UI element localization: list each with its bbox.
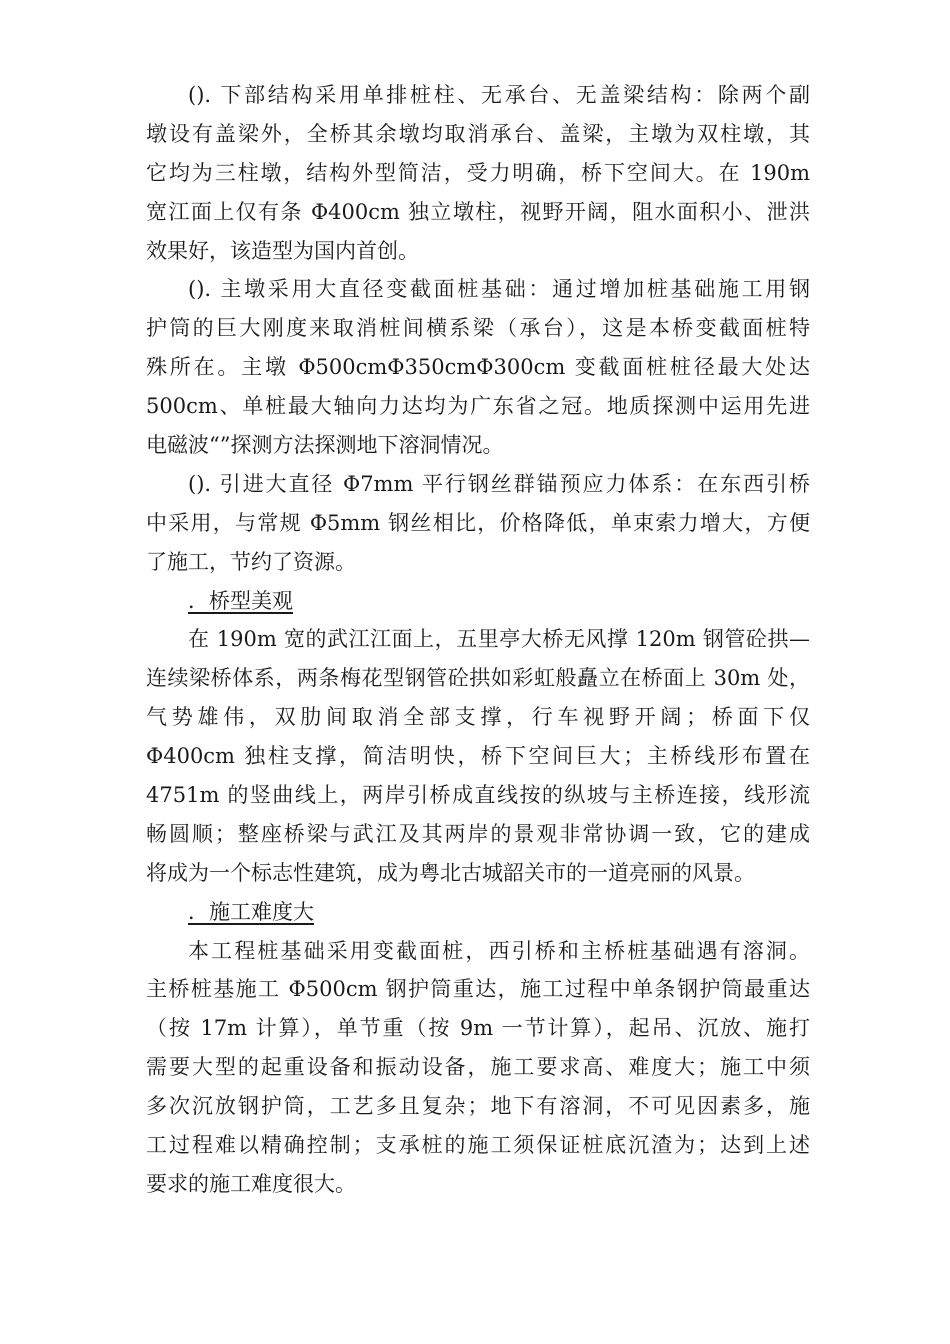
- paragraph-line: 主桥桩基施工 Φ500cm 钢护筒重达，施工过程中单条钢护筒最重达: [146, 977, 810, 1002]
- paragraph-line: 工过程难以精确控制；支承桩的施工须保证桩底沉渣为；达到上述: [146, 1133, 810, 1158]
- paragraph-line: 在 190m 宽的武江江面上，五里亭大桥无风撑 120m 钢管砼拱—: [188, 627, 810, 652]
- paragraph-line: 本工程桩基础采用变截面桩，西引桥和主桥桩基础遇有溶洞。: [188, 938, 810, 963]
- paragraph-line: 电磁波“”探测方法探测地下溶洞情况。: [146, 433, 504, 458]
- paragraph-line: 要求的施工难度很大。: [146, 1171, 356, 1196]
- paragraph-construction-difficulty: [146, 932, 810, 1204]
- paragraph-line: Φ400cm 独柱支撑，简洁明快，桥下空间巨大；主桥线形布置在: [146, 744, 810, 769]
- paragraph-line: 殊所在。主墩 Φ500cmΦ350cmΦ300cm 变截面桩桩径最大处达: [146, 355, 810, 380]
- paragraph-line: （按 17m 计算），单节重（按 9m 一节计算），起吊、沉放、施打: [146, 1016, 810, 1041]
- paragraph-line: 墩设有盖梁外，全桥其余墩均取消承台、盖梁，主墩为双柱墩，其: [146, 121, 810, 146]
- paragraph-line: (). 主墩采用大直径变截面桩基础：通过增加桩基础施工用钢: [188, 277, 810, 302]
- paragraph-line: 4751m 的竖曲线上，两岸引桥成直线按的纵坡与主桥连接，线形流: [146, 783, 810, 808]
- paragraph-line: 需要大型的起重设备和振动设备，施工要求高、难度大；施工中须: [146, 1055, 810, 1080]
- paragraph-line: (). 引进大直径 Φ7mm 平行钢丝群锚预应力体系：在东西引桥: [188, 471, 810, 496]
- section-heading-text: ．桥型美观: [188, 588, 293, 613]
- paragraph-pile-foundation: [146, 270, 810, 464]
- paragraph-line: 了施工，节约了资源。: [146, 549, 356, 574]
- paragraph-line: 宽江面上仅有条 Φ400cm 独立墩柱，视野开阔，阻水面积小、泄洪: [146, 199, 810, 224]
- paragraph-line: 它均为三柱墩，结构外型简洁，受力明确，桥下空间大。在 190m: [146, 160, 810, 185]
- paragraph-prestress-system: [146, 465, 810, 582]
- section-heading-bridge-appearance: [146, 582, 810, 621]
- paragraph-substructure: [146, 76, 810, 270]
- paragraph-line: 畅圆顺；整座桥梁与武江及其两岸的景观非常协调一致，它的建成: [146, 821, 810, 846]
- paragraph-line: 中采用，与常规 Φ5mm 钢丝相比，价格降低，单束索力增大，方便: [146, 510, 810, 535]
- paragraph-line: 效果好，该造型为国内首创。: [146, 238, 419, 263]
- section-heading-text: ．施工难度大: [188, 899, 314, 924]
- paragraph-bridge-appearance: [146, 620, 810, 892]
- paragraph-line: 连续梁桥体系，两条梅花型钢管砼拱如彩虹般矗立在桥面上 30m 处，: [146, 666, 810, 691]
- paragraph-line: (). 下部结构采用单排桩柱、无承台、无盖梁结构：除两个副: [188, 83, 810, 107]
- paragraph-line: 气势雄伟，双肋间取消全部支撑，行车视野开阔；桥面下仅: [146, 705, 810, 730]
- paragraph-line: 多次沉放钢护筒，工艺多且复杂；地下有溶洞，不可见因素多，施: [146, 1094, 810, 1119]
- paragraph-line: 将成为一个标志性建筑，成为粤北古城韶关市的一道亮丽的风景。: [146, 860, 755, 885]
- paragraph-line: 护筒的巨大刚度来取消桩间横系梁（承台），这是本桥变截面桩特: [146, 316, 810, 341]
- paragraph-line: 500cm、单桩最大轴向力达均为广东省之冠。地质探测中运用先进: [146, 394, 810, 419]
- document-body: [146, 76, 810, 1204]
- section-heading-construction-difficulty: [146, 893, 810, 932]
